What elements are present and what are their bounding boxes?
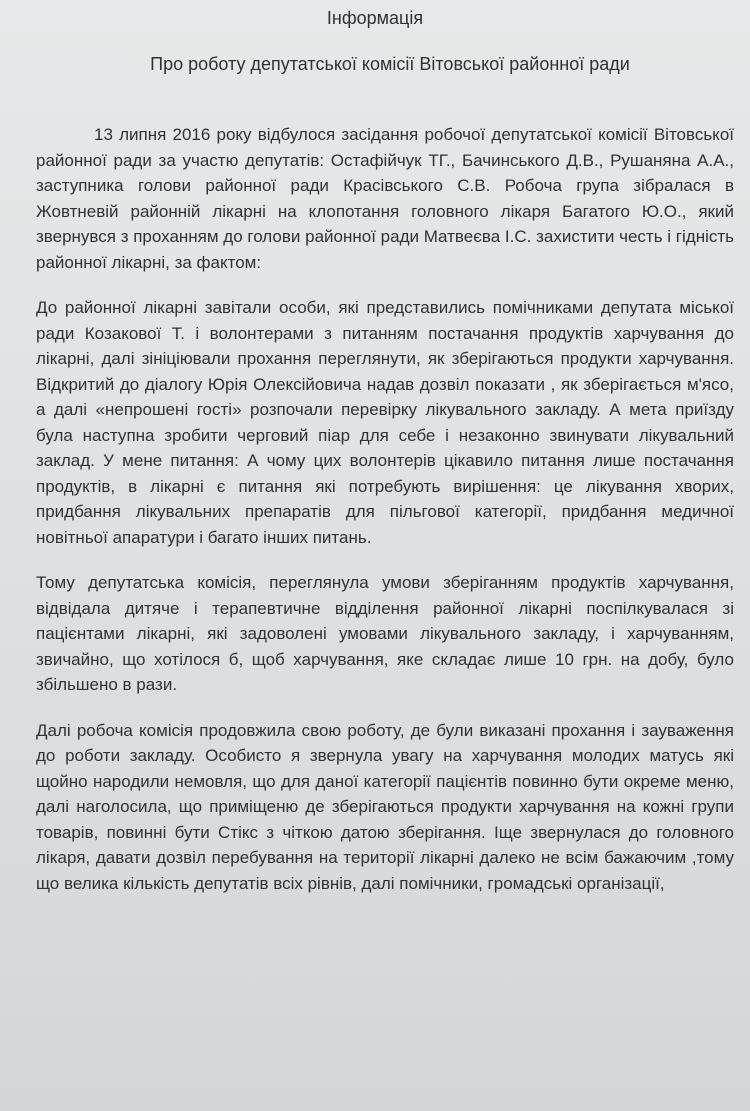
paragraph-commission-review: Тому депутатська комісія, переглянула умови зберіганням продуктів харчування, відвідала дитяче і терапевтичне відділення районної лікарні поспілкувалася зі пацієнтами лікарні, які задоволені умовами лікувального закладу, і харчуванням, звичайно, що хотілося б, щоб харчування, яке складає лише 10 грн. на добу, було збільшено в рази. xyxy=(36,573,734,694)
paragraph-requests: Далі робоча комісія продовжила свою роботу, де були виказані прохання і зауваження до роботи закладу. Особисто я звернула увагу на харчування молодих матусь які щойно народили немовля, що для даної категорії пацієнтів повинно бути окреме меню, далі наголосила, що приміщеню де зберігаються продукти харчування на кожні групи товарів, повинні бути Стікс з чіткою датою зберігання. Іще звернулася до головного лікаря, давати дозвіл перебування на території лікарні далеко не всім бажаючим ,тому що велика кількість депутатів всіх рівнів, далі помічники, громадські організації, xyxy=(36,720,734,893)
page-subtitle: Про роботу депутатської комісії Вітовської районної ради xyxy=(150,54,630,74)
document-body xyxy=(36,122,734,896)
paragraph-visitors: До районної лікарні завітали особи, які представились помічниками депутата міської ради Козакової Т. і волонтерами з питанням постачання продуктів харчування до лікарні, далі зініціювали прохання переглянути, як зберігаються продукти харчування. Відкритий до діалогу Юрія Олексійовича надав дозвіл показати , як зберігається м'ясо, а далі «непрошені гості» розпочали перевірку лікувального закладу. А мета приїзду була наступна зробити черговий піар для себе і незаконно звинувати лікувальний заклад. У мене питання: А чому цих волонтерів цікавило питання лише постачання продуктів, в лікарні є питання які потребують вирішення: це лікування хворих, придбання лікувальних препаратів для пільгової категорії, придбання медичної новітньої апаратури і багато інших питань. xyxy=(36,298,734,547)
paragraph-meeting: 13 липня 2016 року відбулося засідання робочої депутатської комісії Вітовської районної ради за участю депутатів: Остафійчук ТГ., Бачинського Д.В., Рушаняна А.А., заступника голови районної ради Красівського С.В. Робоча група зібралася в Жовтневій районній лікарні на клопотання головного лікаря Багатого Ю.О., який звернувся з проханням до голови районної ради Матвеєва І.С. захистити честь і гідність районної лікарні, за фактом: xyxy=(36,125,734,272)
page-title: Інформація xyxy=(326,8,424,28)
